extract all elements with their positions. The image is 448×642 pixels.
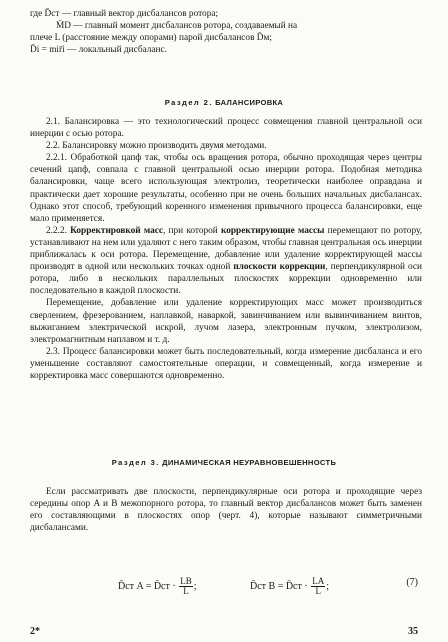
page-number: 35 [408,626,418,637]
term-correcting-masses: корректирующие массы [221,225,325,236]
fraction-la-over-l [311,577,325,596]
section-3-title: ДИНАМИЧЕСКАЯ НЕУРАВНОВЕШЕННОСТЬ [162,458,337,467]
def-line-3: плече L (расстояние между опорами) парой дисбалансов D̄м; [30,33,272,43]
clause-number: 2.2.2. [46,225,67,236]
section-3-heading [0,458,448,467]
formula-left [118,577,197,596]
section-3-body [30,486,422,534]
definitions-block [30,8,428,56]
formula-separator: ; [193,580,197,592]
def-line-2: M̄D — главный момент дисбалансов ротора, создаваемый на [56,21,298,31]
paragraph-2-2-2-cont: Перемещение, добавление или удаление корректирующих масс может производиться сверлением, фрезерованием, наплавкой, наваркой, завинчиванием или вывинчиванием винтов, выжиганием электрической искрой, лучом лазера, электронным пучком, электролизом, электромагнитным наплавом и т. д. [30,298,422,345]
text-fragment: , при которой [163,225,218,236]
def-line-4: D̄i = mir̄i — локальный дисбаланс. [30,45,167,55]
fraction-numerator: LB [180,576,192,586]
paragraph-2-1: 2.1. Балансировка — это технологический процесс совмещения главной центральной оси инерции с осью ротора. [30,117,422,140]
signature-mark: 2* [30,626,40,637]
paragraph-3-1: Если рассматривать две плоскости, перпендикулярные оси ротора и проходящие через середины опор A и B межопорного ротора, то главный вектор дисбалансов может быть заменен его составляющими в плоскостях опор (черт. 4), которые называют симметричными дисбалансами. [30,487,422,534]
fraction-denominator: L [315,586,321,596]
section-2-title: БАЛАНСИРОВКА [215,98,284,107]
equation-number: (7) [406,577,418,588]
def-line-1: где D̄ст — главный вектор дисбалансов ротора; [30,9,219,19]
formula-right-lhs: D̄ст B = D̄ст · [250,580,308,592]
paragraph-2-3: 2.3. Процесс балансировки может быть последовательный, когда измерение дисбаланса и его уменьшение составляют самостоятельные операции, и совмещенный, когда измерение и корректировка масс совершаются одновременно. [30,346,422,381]
paragraph-2-2-2 [30,225,422,298]
formula-left-lhs: D̄ст A = D̄ст · [118,580,176,592]
paragraph-2-2: 2.2. Балансировку можно производить двумя методами. [46,141,267,152]
text-fragment: перемещают по ротору, устанавливают на нем или удаляют с него таким образом, чтобы главная центральная ось инерции приближалась к оси ротора. Перемещение, добавление или удаление корректирующей массы производят в одной или нескольких точках одной [30,225,423,273]
term-mass-correction: Корректировкой масс [70,225,164,236]
section-2-heading [0,98,448,107]
fraction-denominator: L [183,586,189,596]
text-fragment: , перпендикулярной оси ротора, либо в нескольких параллельных плоскостях коррекции одновременно или последовательно в каждой плоскости. [30,262,422,297]
section-2-body [30,116,422,382]
fraction-lb-over-l [179,577,193,596]
formula-right [250,577,329,596]
formula-7 [0,569,448,599]
fraction-numerator: LA [312,576,325,586]
paragraph-2-2-1: 2.2.1. Обработкой цапф так, чтобы ось вращения ротора, обычно проходящая через центры сечений цапф, совпала с главной центральной осью инерции ротора. Подобная методика балансировки, чаще всего использующая электролиз, теоретически наиболее оправдана и практически дает хорошие результаты, особенно при не очень больших начальных дисбалансах. Однако этот способ, требующий коренного изменения привычного процесса балансировки, еще мало применяется. [30,153,422,224]
term-correction-plane: плоскости коррекции [233,262,326,273]
section-2-label: Раздел 2. [164,98,213,107]
formula-end: ; [326,580,329,592]
section-3-label: Раздел 3. [111,458,160,467]
